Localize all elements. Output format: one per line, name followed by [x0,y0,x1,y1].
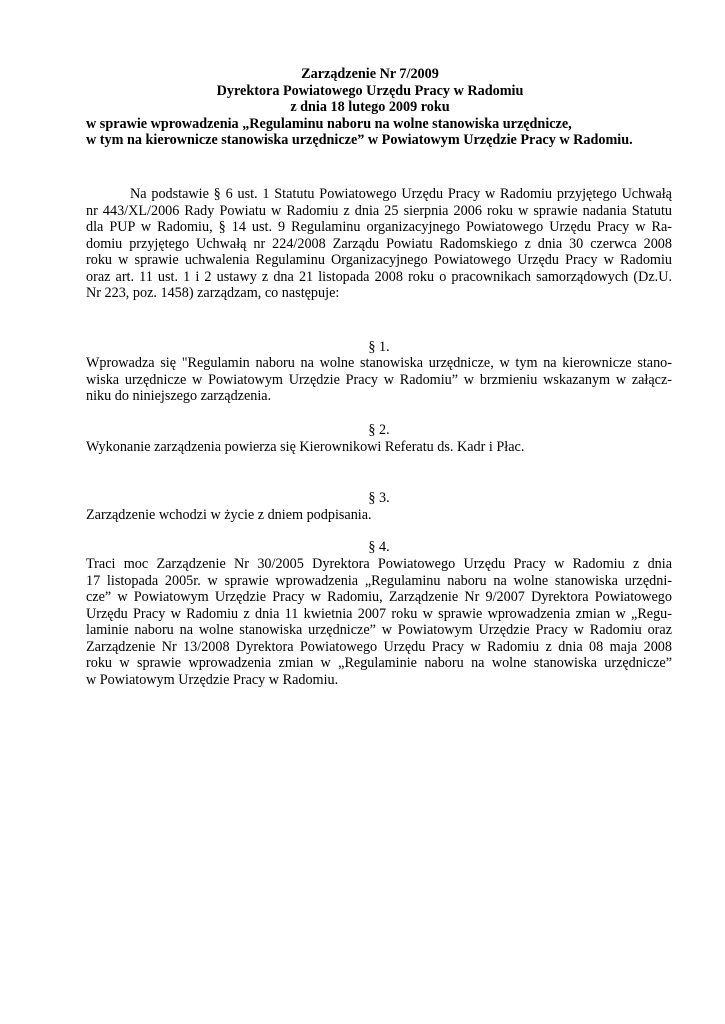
section-line: wiska urzędnicze w Powiatowym Urzędzie Pracy w Radomiu” w brzmieniu wskazanym w załącz- [86,371,672,388]
section-line: Wykonanie zarządzenia powierza się Kierownikowi Referatu ds. Kadr i Płac. [86,439,525,455]
section-1-number: § 1. [368,339,390,355]
preamble-line: nr 443/XL/2006 Rady Powiatu w Radomiu z dnia 25 sierpnia 2006 roku w sprawie nadania Statutu [86,202,672,219]
section-3-text [86,507,672,524]
document-date: z dnia 18 lutego 2009 roku [290,99,450,115]
preamble-paragraph [86,186,672,302]
section-2-number: § 2. [368,422,390,438]
preamble-line: domiu przyjętego Uchwałą nr 224/2008 Zarządu Powiatu Radomskiego z dnia 30 czerwca 2008 [86,235,672,252]
document-title: Zarządzenie Nr 7/2009 [301,66,439,82]
preamble-line: dla PUP w Radomiu, § 14 ust. 9 Regulaminu organizacyjnego Powiatowego Urzędu Pracy w Ra- [86,219,672,235]
document-issuer: Dyrektora Powiatowego Urzędu Pracy w Radomiu [216,82,524,99]
section-line: laminie naboru na wolne stanowiska urzędnicze” w Powiatowym Urzędzie Pracy w Radomiu oraz [86,622,672,638]
section-3-number: § 3. [368,490,390,506]
section-line: Traci moc Zarządzenie Nr 30/2005 Dyrektora Powiatowego Urzędu Pracy w Radomiu z dnia [86,556,672,572]
document-subject-line-2: w tym na kierownicze stanowiska urzędnicze” w Powiatowym Urzędzie Pracy w Radomiu. [86,132,633,148]
section-4-number: § 4. [368,539,390,555]
section-line: 17 listopada 2005r. w sprawie wprowadzenia „Regulaminu naboru na wolne stanowiska urzędni- [86,572,672,589]
preamble-line: oraz art. 11 ust. 1 i 2 ustawy z dna 21 listopada 2008 roku o pracownikach samorządowych (Dz.U. [86,268,672,285]
preamble-line: Nr 223, poz. 1458) zarządzam, co następuje: [86,285,340,301]
section-line: w Powiatowym Urzędzie Pracy w Radomiu. [86,671,339,688]
section-line: Zarządzenie wchodzi w życie z dniem podpisania. [86,507,372,523]
preamble-line: roku w sprawie uchwalenia Regulaminu Organizacyjnego Powiatowego Urzędu Pracy w Radomiu [86,252,672,268]
section-line: niku do niniejszego zarządzenia. [86,388,272,404]
section-2-text [86,439,672,456]
section-line: Wprowadza się "Regulamin naboru na wolne stanowiska urzędnicze, w tym na kierownicze stano- [86,355,672,371]
section-line: cze” w Powiatowym Urzędzie Pracy w Radomiu, Zarządzenie Nr 9/2007 Dyrektora Powiatowego [86,589,672,605]
section-line: Zarządzenie Nr 13/2008 Dyrektora Powiatowego Urzędu Pracy w Radomiu z dnia 08 maja 2008 [86,638,672,655]
section-4-text [86,556,672,688]
preamble-line: Na podstawie § 6 ust. 1 Statutu Powiatowego Urzędu Pracy w Radomiu przyjętego Uchwałą [130,186,672,202]
section-line: Urzędu Pracy w Radomiu z dnia 11 kwietnia 2007 roku w sprawie wprowadzenia zmian w „Regu- [86,605,672,622]
document-subject-line-1: w sprawie wprowadzenia „Regulaminu naboru na wolne stanowiska urzędnicze, [86,115,572,132]
document-header [86,66,654,149]
section-line: roku w sprawie wprowadzenia zmian w „Regulaminie naboru na wolne stanowiska urzędnicze” [86,655,672,671]
section-1-text [86,355,672,405]
